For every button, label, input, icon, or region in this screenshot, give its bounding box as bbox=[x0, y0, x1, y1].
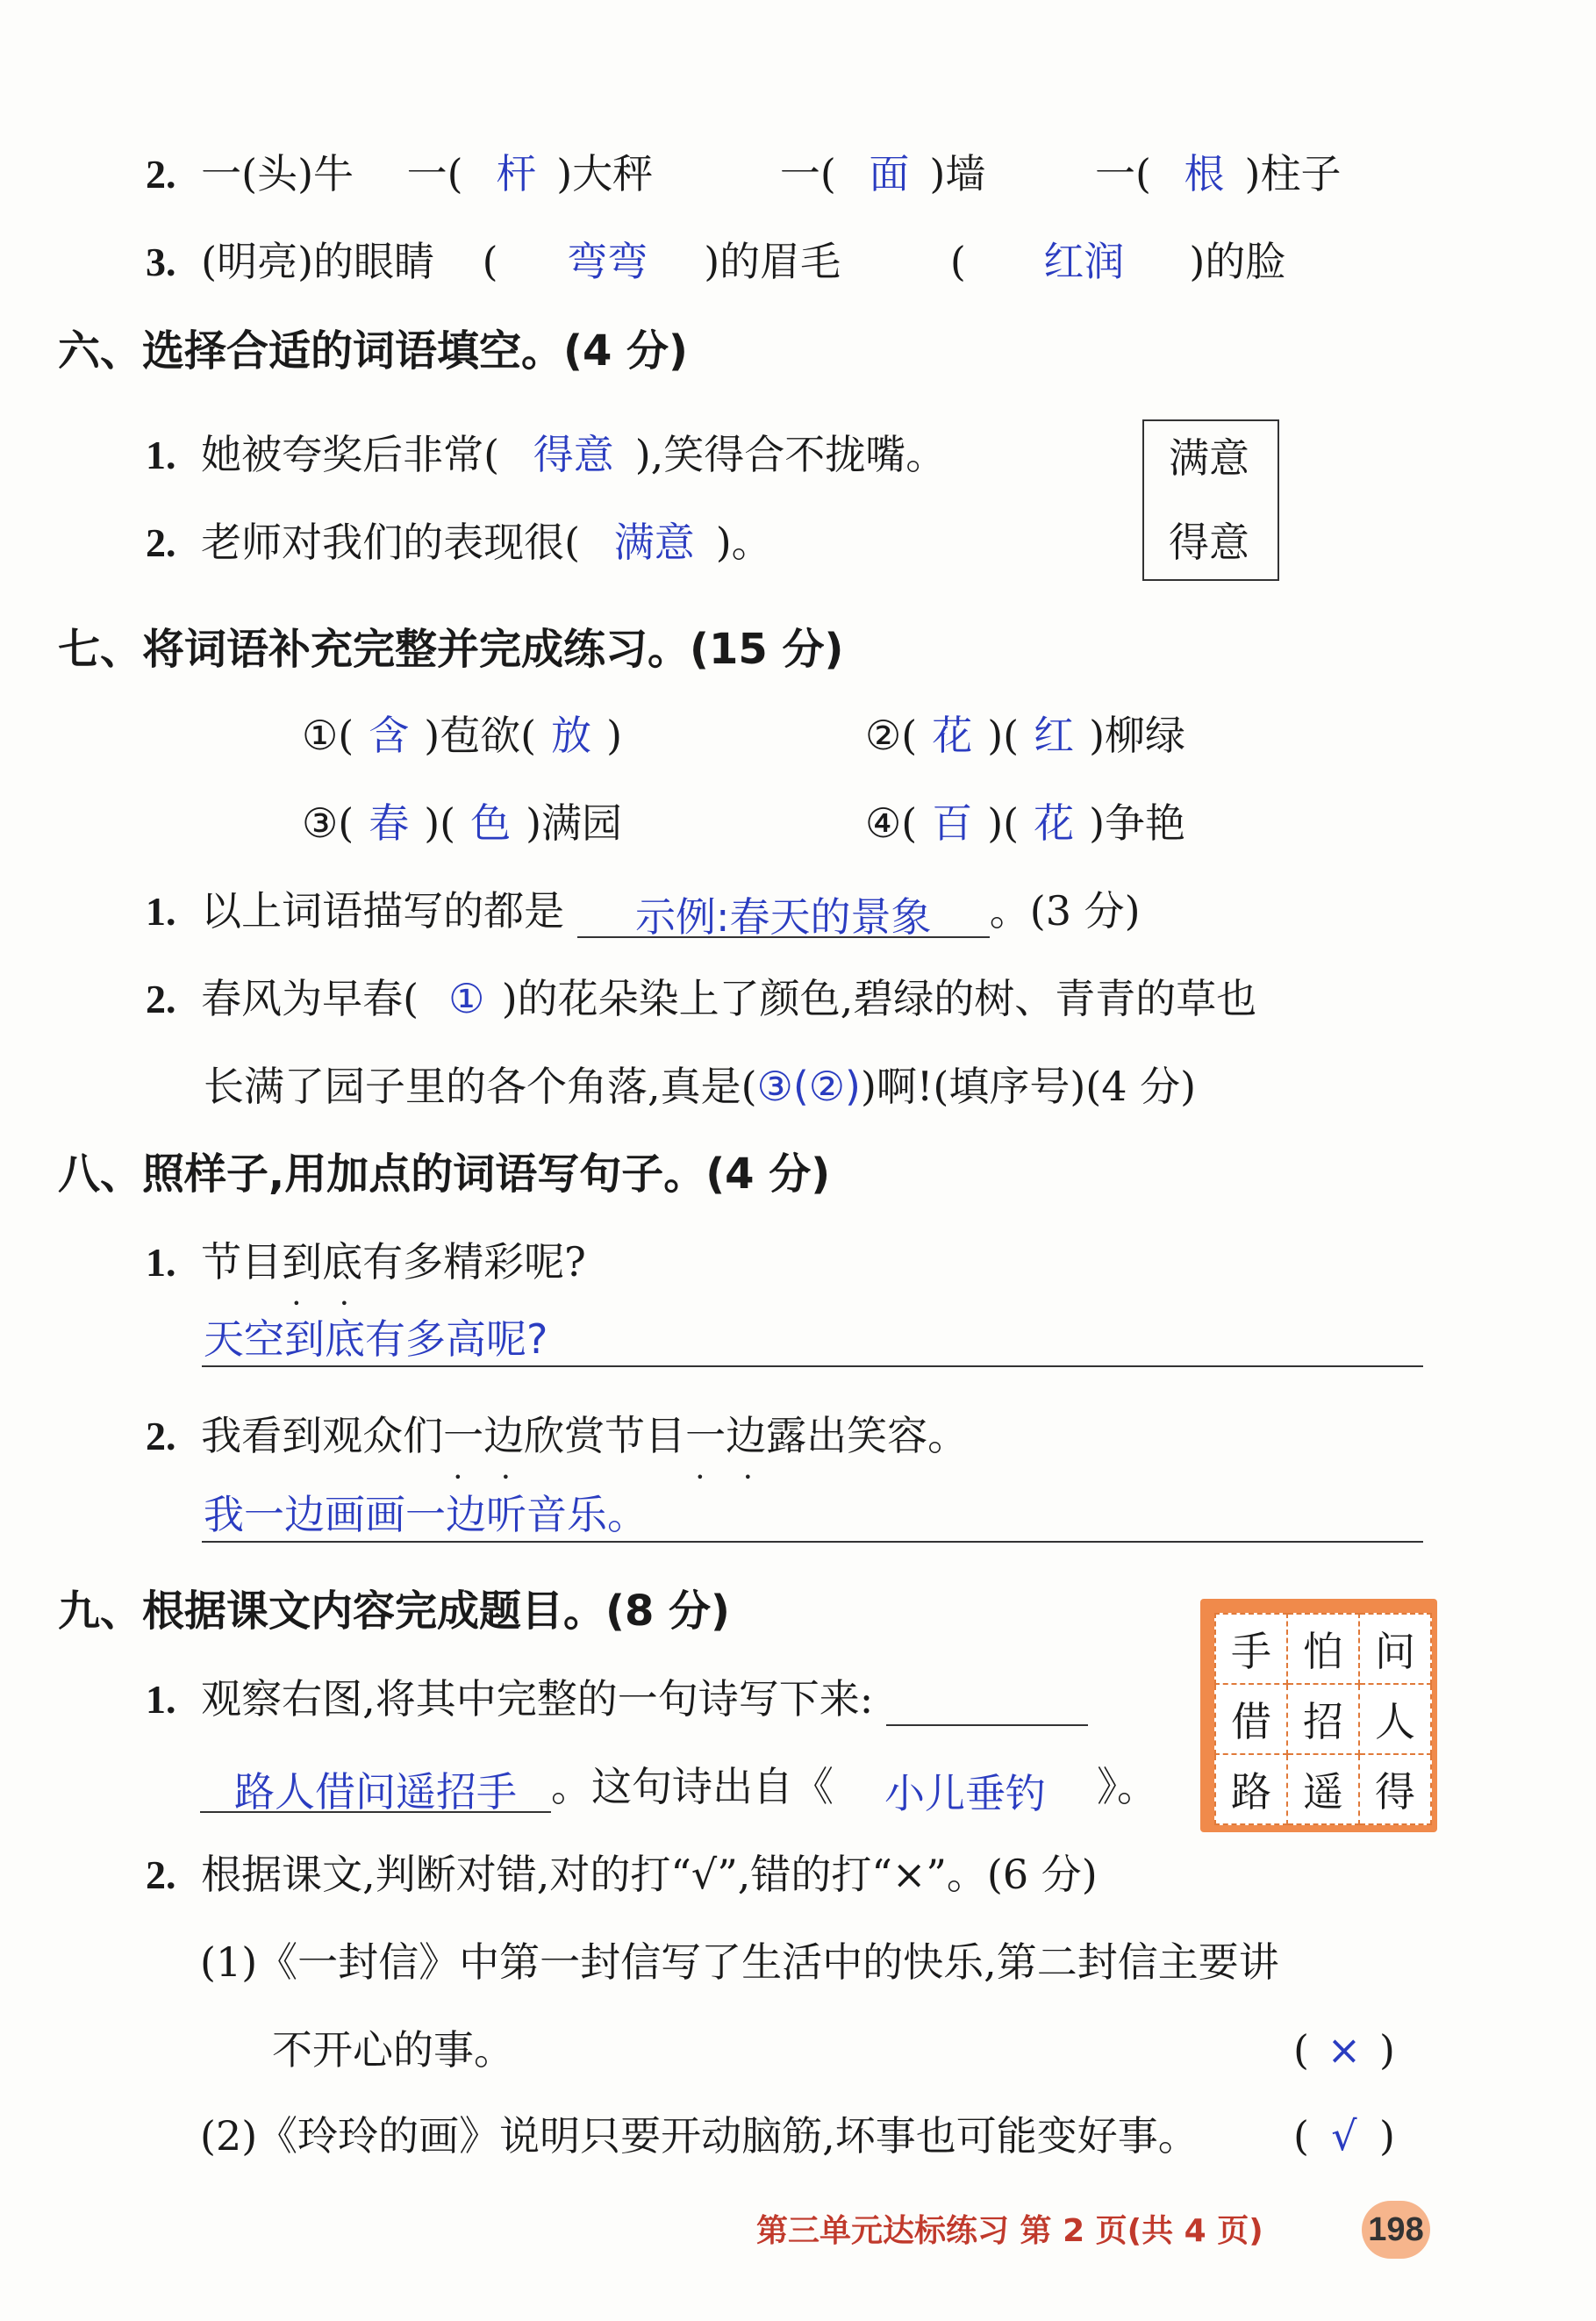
s7-word-4: ④( 百 )( 花 )争艳 bbox=[865, 799, 1186, 847]
grid-char: 招 bbox=[1287, 1684, 1359, 1754]
s9-q2-1-judgement: ( × ) bbox=[1293, 2026, 1395, 2074]
grid-char: 路 bbox=[1215, 1754, 1287, 1824]
s9-q1-cont: 路人借问遥招手 。这句诗出自《 小儿垂钓 》。 bbox=[200, 1760, 1157, 1813]
s6-q1: 1. 她被夸奖后非常( 得意 ),笑得合不拢嘴。 bbox=[146, 431, 947, 478]
grid-char: 遥 bbox=[1287, 1754, 1359, 1824]
answer-line bbox=[202, 1365, 1423, 1367]
s7-q2-cont: 长满了园子里的各个角落,真是(③(②))啊!(填序号)(4 分) bbox=[204, 1063, 1197, 1110]
s9-q2-2: (2)《玲玲的画》说明只要开动脑筋,坏事也可能变好事。 bbox=[200, 2112, 1199, 2160]
section-7-title: 七、将词语补充完整并完成练习。(15 分) bbox=[58, 625, 844, 674]
s9-q2: 2. 根据课文,判断对错,对的打“√”,错的打“×”。(6 分) bbox=[146, 1851, 1098, 1898]
s5-q3: 3. (明亮)的眼睛 ( 弯弯 )的眉毛 ( 红润 )的脸 bbox=[146, 238, 1286, 285]
answer-blank: 小儿垂钓 bbox=[884, 1770, 1046, 1817]
s8-q2-answer: 我一边画画一边听音乐。 bbox=[204, 1491, 648, 1538]
s8-q1: 1. 节目到底 • •有多精彩呢? bbox=[146, 1236, 586, 1289]
page-number: 198 bbox=[1362, 2201, 1430, 2259]
s9-q2-1-cont: 不开心的事。 bbox=[272, 2026, 514, 2074]
s9-q2-1: (1)《一封信》中第一封信写了生活中的快乐,第二封信主要讲 bbox=[200, 1938, 1279, 1986]
s7-q1: 1. 以上词语描写的都是 示例:春天的景象 。(3 分) bbox=[146, 887, 1141, 941]
answer-blank: 路人借问遥招手 bbox=[200, 1766, 551, 1813]
s6-q2: 2. 老师对我们的表现很( 满意 )。 bbox=[146, 519, 772, 566]
word-option: 满意 bbox=[1169, 434, 1249, 482]
answer-blank bbox=[886, 1679, 1088, 1726]
word-option: 得意 bbox=[1169, 519, 1249, 566]
s7-word-1: ①( 含 )苞欲( 放 ) bbox=[302, 712, 623, 759]
s7-q2: 2. 春风为早春( ① )的花朵染上了颜色,碧绿的树、青青的草也 bbox=[146, 975, 1257, 1022]
grid-char: 人 bbox=[1359, 1684, 1431, 1754]
section-8-title: 八、照样子,用加点的词语写句子。(4 分) bbox=[58, 1150, 831, 1199]
section-6-title: 六、选择合适的词语填空。(4 分) bbox=[58, 326, 688, 376]
grid-char: 借 bbox=[1215, 1684, 1287, 1754]
poem-grid bbox=[1200, 1599, 1437, 1832]
answer-line bbox=[202, 1541, 1423, 1543]
word-choice-box bbox=[1142, 419, 1279, 581]
s8-q1-answer: 天空到底有多高呢? bbox=[204, 1315, 548, 1363]
grid-char: 问 bbox=[1359, 1614, 1431, 1684]
answer-blank: 示例:春天的景象 bbox=[577, 891, 990, 938]
grid-char: 得 bbox=[1359, 1754, 1431, 1824]
s5-q2: 2. 一(头)牛 一( 杆 )大秤 一( 面 )墙 一( 根 )柱子 bbox=[146, 150, 1342, 197]
s7-word-2: ②( 花 )( 红 )柳绿 bbox=[865, 712, 1186, 759]
grid-char: 怕 bbox=[1287, 1614, 1359, 1684]
s8-q2: 2. 我看到观众们一边 • •欣赏节目一边 • •露出笑容。 bbox=[146, 1409, 968, 1463]
s9-q1: 1. 观察右图,将其中完整的一句诗写下来: bbox=[146, 1673, 1088, 1726]
s7-word-3: ③( 春 )( 色 )满园 bbox=[302, 799, 623, 847]
s9-q2-2-judgement: ( √ ) bbox=[1293, 2112, 1395, 2160]
page-footer: 第三单元达标练习 第 2 页(共 4 页) bbox=[756, 2213, 1263, 2249]
grid-char: 手 bbox=[1215, 1614, 1287, 1684]
section-9-title: 九、根据课文内容完成题目。(8 分) bbox=[58, 1587, 730, 1636]
